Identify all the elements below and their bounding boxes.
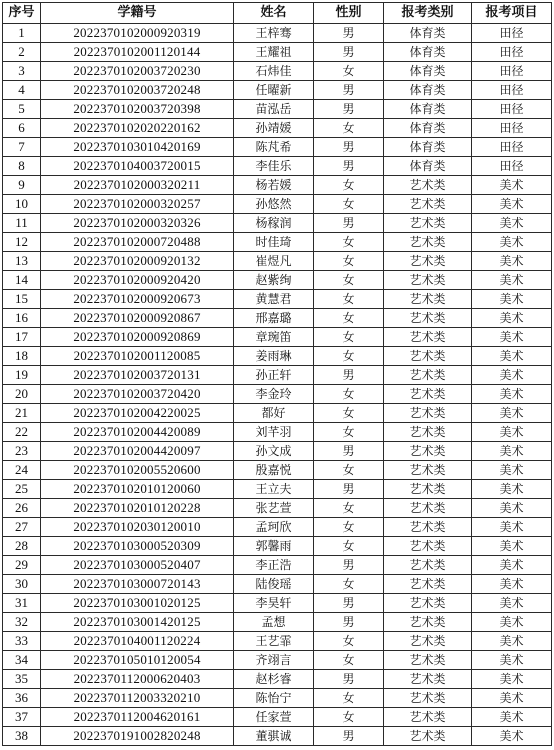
cell-student-id: 2022370102003720248 [41,81,234,100]
cell-category: 艺术类 [384,727,472,746]
cell-name: 杨稼润 [234,214,314,233]
cell-gender: 男 [314,727,384,746]
table-row [3,62,552,81]
cell-student-id: 2022370102000720488 [41,233,234,252]
cell-subject: 美术 [472,233,552,252]
cell-category: 艺术类 [384,537,472,556]
table-row [3,81,552,100]
cell-subject: 美术 [472,214,552,233]
table-row [3,214,552,233]
cell-category: 体育类 [384,24,472,43]
cell-student-id: 2022370102000920132 [41,252,234,271]
cell-name: 石炜佳 [234,62,314,81]
cell-category: 艺术类 [384,290,472,309]
cell-name: 殷嘉悦 [234,461,314,480]
table-row [3,404,552,423]
header-gender: 性别 [314,3,384,24]
cell-category: 艺术类 [384,252,472,271]
cell-index: 8 [3,157,41,176]
cell-student-id: 2022370102000920319 [41,24,234,43]
cell-category: 艺术类 [384,176,472,195]
table-row [3,271,552,290]
cell-index: 9 [3,176,41,195]
cell-index: 35 [3,670,41,689]
table-row [3,24,552,43]
cell-category: 艺术类 [384,613,472,632]
cell-student-id: 2022370102000920673 [41,290,234,309]
cell-student-id: 2022370102005520600 [41,461,234,480]
cell-category: 体育类 [384,119,472,138]
cell-student-id: 2022370103010420169 [41,138,234,157]
cell-subject: 美术 [472,347,552,366]
cell-gender: 男 [314,81,384,100]
cell-category: 艺术类 [384,328,472,347]
cell-gender: 女 [314,632,384,651]
cell-student-id: 2022370102010120228 [41,499,234,518]
cell-index: 2 [3,43,41,62]
cell-index: 17 [3,328,41,347]
cell-index: 25 [3,480,41,499]
header-row [3,3,552,24]
cell-gender: 男 [314,24,384,43]
table-row [3,290,552,309]
cell-student-id: 2022370191002820248 [41,727,234,746]
cell-gender: 男 [314,43,384,62]
cell-gender: 男 [314,594,384,613]
cell-index: 31 [3,594,41,613]
cell-name: 任曜新 [234,81,314,100]
cell-index: 24 [3,461,41,480]
cell-student-id: 2022370104001120224 [41,632,234,651]
table-row [3,518,552,537]
cell-category: 艺术类 [384,423,472,442]
cell-student-id: 2022370102004220025 [41,404,234,423]
cell-gender: 男 [314,670,384,689]
cell-student-id: 2022370102004420097 [41,442,234,461]
cell-category: 体育类 [384,157,472,176]
cell-gender: 女 [314,290,384,309]
cell-gender: 女 [314,499,384,518]
cell-gender: 男 [314,100,384,119]
cell-index: 3 [3,62,41,81]
cell-name: 郭馨雨 [234,537,314,556]
cell-category: 艺术类 [384,499,472,518]
cell-index: 36 [3,689,41,708]
table-row [3,556,552,575]
cell-gender: 女 [314,252,384,271]
cell-gender: 女 [314,651,384,670]
cell-subject: 美术 [472,309,552,328]
cell-index: 30 [3,575,41,594]
cell-student-id: 2022370103001420125 [41,613,234,632]
cell-subject: 美术 [472,556,552,575]
table-row [3,651,552,670]
cell-gender: 男 [314,556,384,575]
cell-subject: 田径 [472,138,552,157]
cell-subject: 美术 [472,442,552,461]
cell-category: 艺术类 [384,708,472,727]
cell-gender: 女 [314,575,384,594]
cell-index: 34 [3,651,41,670]
cell-gender: 男 [314,613,384,632]
cell-name: 王耀祖 [234,43,314,62]
cell-name: 杨若媛 [234,176,314,195]
cell-gender: 女 [314,119,384,138]
cell-gender: 女 [314,195,384,214]
cell-category: 艺术类 [384,575,472,594]
cell-gender: 女 [314,347,384,366]
cell-gender: 女 [314,385,384,404]
cell-category: 艺术类 [384,689,472,708]
cell-name: 孙正轩 [234,366,314,385]
cell-category: 艺术类 [384,309,472,328]
table-row [3,385,552,404]
cell-student-id: 2022370102003720398 [41,100,234,119]
cell-gender: 女 [314,176,384,195]
cell-subject: 美术 [472,195,552,214]
cell-subject: 美术 [472,176,552,195]
header-subject: 报考项目 [472,3,552,24]
cell-index: 6 [3,119,41,138]
table-row [3,670,552,689]
cell-name: 陈怡宁 [234,689,314,708]
table-row [3,328,552,347]
table-row [3,499,552,518]
cell-student-id: 2022370102020220162 [41,119,234,138]
cell-subject: 美术 [472,423,552,442]
cell-category: 艺术类 [384,480,472,499]
cell-category: 艺术类 [384,518,472,537]
table-row [3,100,552,119]
cell-subject: 美术 [472,537,552,556]
cell-name: 姜雨琳 [234,347,314,366]
cell-subject: 美术 [472,499,552,518]
cell-subject: 美术 [472,651,552,670]
cell-index: 13 [3,252,41,271]
cell-subject: 美术 [472,480,552,499]
cell-name: 王立夫 [234,480,314,499]
header-index: 序号 [3,3,41,24]
cell-name: 孟珂欣 [234,518,314,537]
cell-student-id: 2022370112003320210 [41,689,234,708]
table-row [3,347,552,366]
cell-subject: 美术 [472,404,552,423]
cell-name: 时佳琦 [234,233,314,252]
table-row [3,176,552,195]
cell-subject: 美术 [472,575,552,594]
cell-category: 体育类 [384,43,472,62]
cell-name: 孙靖媛 [234,119,314,138]
cell-index: 29 [3,556,41,575]
cell-student-id: 2022370103001020125 [41,594,234,613]
cell-gender: 女 [314,423,384,442]
cell-subject: 美术 [472,290,552,309]
table-row [3,157,552,176]
cell-student-id: 2022370102003720230 [41,62,234,81]
cell-subject: 美术 [472,689,552,708]
cell-student-id: 2022370102001120144 [41,43,234,62]
cell-index: 5 [3,100,41,119]
cell-gender: 女 [314,461,384,480]
cell-gender: 女 [314,689,384,708]
cell-index: 1 [3,24,41,43]
table-row [3,632,552,651]
cell-name: 邢嘉璐 [234,309,314,328]
table-row [3,195,552,214]
cell-gender: 男 [314,157,384,176]
cell-subject: 美术 [472,328,552,347]
cell-category: 艺术类 [384,404,472,423]
cell-gender: 女 [314,708,384,727]
cell-gender: 男 [314,480,384,499]
cell-subject: 田径 [472,24,552,43]
cell-index: 23 [3,442,41,461]
cell-gender: 女 [314,233,384,252]
cell-index: 27 [3,518,41,537]
table-row [3,252,552,271]
table-row [3,309,552,328]
cell-index: 20 [3,385,41,404]
cell-category: 艺术类 [384,195,472,214]
cell-subject: 田径 [472,62,552,81]
cell-category: 艺术类 [384,271,472,290]
table-row [3,138,552,157]
cell-name: 陈芃希 [234,138,314,157]
cell-index: 12 [3,233,41,252]
cell-name: 孟想 [234,613,314,632]
cell-student-id: 2022370102000320326 [41,214,234,233]
header-name: 姓名 [234,3,314,24]
cell-name: 齐翊言 [234,651,314,670]
cell-student-id: 2022370102010120060 [41,480,234,499]
cell-category: 艺术类 [384,556,472,575]
cell-gender: 女 [314,518,384,537]
table-row [3,480,552,499]
cell-student-id: 2022370102000920420 [41,271,234,290]
cell-student-id: 2022370112000620403 [41,670,234,689]
cell-gender: 男 [314,366,384,385]
cell-student-id: 2022370102000320211 [41,176,234,195]
cell-gender: 男 [314,214,384,233]
cell-student-id: 2022370102000320257 [41,195,234,214]
cell-index: 32 [3,613,41,632]
cell-name: 孙文成 [234,442,314,461]
cell-name: 张艺萱 [234,499,314,518]
table-row [3,727,552,746]
cell-name: 李金玲 [234,385,314,404]
cell-name: 赵紫绚 [234,271,314,290]
cell-subject: 美术 [472,271,552,290]
cell-category: 艺术类 [384,594,472,613]
cell-student-id: 2022370102003720420 [41,385,234,404]
cell-subject: 美术 [472,366,552,385]
cell-category: 艺术类 [384,461,472,480]
cell-student-id: 2022370102004420089 [41,423,234,442]
cell-index: 7 [3,138,41,157]
table-row [3,233,552,252]
table-row [3,423,552,442]
cell-name: 王梓骞 [234,24,314,43]
table-row [3,43,552,62]
table-row [3,537,552,556]
cell-index: 10 [3,195,41,214]
cell-subject: 美术 [472,594,552,613]
cell-name: 孙悠然 [234,195,314,214]
cell-index: 18 [3,347,41,366]
cell-index: 37 [3,708,41,727]
student-roster-table [2,2,552,746]
cell-name: 苗泓岳 [234,100,314,119]
cell-gender: 男 [314,138,384,157]
cell-index: 33 [3,632,41,651]
cell-student-id: 2022370102003720131 [41,366,234,385]
cell-student-id: 2022370102030120010 [41,518,234,537]
cell-name: 崔煜凡 [234,252,314,271]
cell-subject: 美术 [472,613,552,632]
table-row [3,442,552,461]
cell-category: 体育类 [384,62,472,81]
cell-subject: 田径 [472,100,552,119]
cell-category: 艺术类 [384,233,472,252]
cell-subject: 美术 [472,385,552,404]
cell-name: 任家萱 [234,708,314,727]
cell-student-id: 2022370102000920869 [41,328,234,347]
cell-name: 章琬笛 [234,328,314,347]
cell-name: 黄慧君 [234,290,314,309]
cell-subject: 美术 [472,708,552,727]
cell-subject: 美术 [472,727,552,746]
cell-index: 14 [3,271,41,290]
cell-subject: 田径 [472,81,552,100]
cell-category: 艺术类 [384,385,472,404]
cell-subject: 田径 [472,43,552,62]
cell-student-id: 2022370104003720015 [41,157,234,176]
cell-category: 艺术类 [384,442,472,461]
cell-category: 体育类 [384,81,472,100]
cell-index: 16 [3,309,41,328]
table-row [3,461,552,480]
cell-gender: 女 [314,62,384,81]
cell-index: 15 [3,290,41,309]
cell-name: 赵杉睿 [234,670,314,689]
cell-student-id: 2022370105010120054 [41,651,234,670]
cell-category: 体育类 [384,100,472,119]
cell-student-id: 2022370102000920867 [41,309,234,328]
cell-name: 李佳乐 [234,157,314,176]
cell-category: 艺术类 [384,651,472,670]
cell-gender: 女 [314,404,384,423]
cell-name: 陆俊瑶 [234,575,314,594]
header-category: 报考类别 [384,3,472,24]
cell-gender: 女 [314,309,384,328]
cell-subject: 田径 [472,119,552,138]
cell-category: 艺术类 [384,632,472,651]
cell-index: 26 [3,499,41,518]
cell-gender: 女 [314,537,384,556]
table-row [3,366,552,385]
cell-name: 都好 [234,404,314,423]
cell-category: 体育类 [384,138,472,157]
cell-subject: 美术 [472,252,552,271]
table-row [3,119,552,138]
cell-index: 38 [3,727,41,746]
cell-gender: 男 [314,442,384,461]
table-row [3,594,552,613]
table-body [3,24,552,746]
cell-index: 4 [3,81,41,100]
cell-category: 艺术类 [384,347,472,366]
cell-subject: 美术 [472,461,552,480]
cell-index: 21 [3,404,41,423]
cell-index: 19 [3,366,41,385]
cell-category: 艺术类 [384,366,472,385]
cell-subject: 美术 [472,670,552,689]
cell-name: 李昊轩 [234,594,314,613]
cell-student-id: 2022370103000720143 [41,575,234,594]
cell-index: 11 [3,214,41,233]
cell-category: 艺术类 [384,670,472,689]
table-row [3,613,552,632]
cell-student-id: 2022370112004620161 [41,708,234,727]
cell-subject: 美术 [472,518,552,537]
table-row [3,575,552,594]
cell-student-id: 2022370103000520309 [41,537,234,556]
cell-subject: 美术 [472,632,552,651]
cell-gender: 女 [314,271,384,290]
table-row [3,708,552,727]
cell-index: 28 [3,537,41,556]
cell-name: 李正浩 [234,556,314,575]
cell-name: 王艺霏 [234,632,314,651]
cell-index: 22 [3,423,41,442]
cell-student-id: 2022370103000520407 [41,556,234,575]
cell-name: 董骐诚 [234,727,314,746]
cell-student-id: 2022370102001120085 [41,347,234,366]
cell-subject: 田径 [472,157,552,176]
cell-name: 刘芊羽 [234,423,314,442]
cell-category: 艺术类 [384,214,472,233]
table-row [3,689,552,708]
cell-gender: 女 [314,328,384,347]
header-student-id: 学籍号 [41,3,234,24]
